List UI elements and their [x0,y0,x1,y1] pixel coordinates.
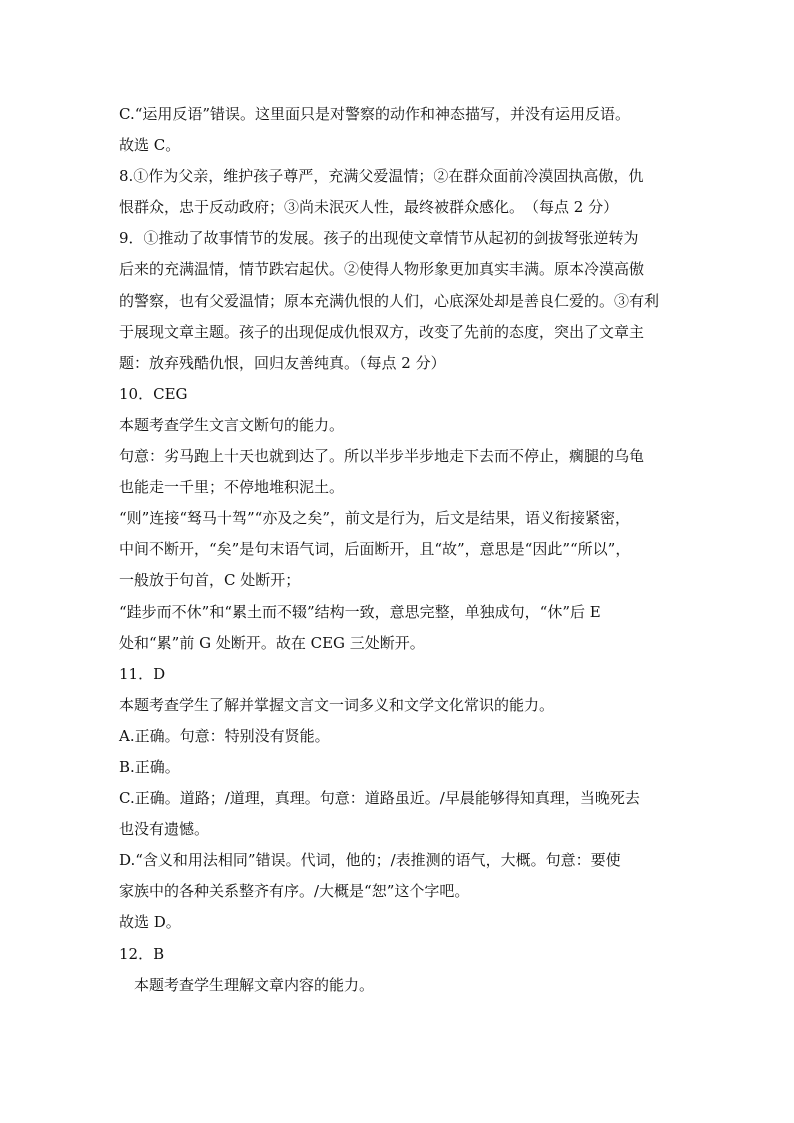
text-line-q11-option-d2: 家族中的各种关系整齐有序。/大概是“恕”这个字吧。 [119,882,470,901]
text-line-q11-conclusion: 故选 D。 [119,913,181,932]
text-line-q8-part2: 恨群众，忠于反动政府；③尚未泯灭人性，最终被群众感化。 （每点 2 分） [119,198,619,217]
text-line-q9-part4: 于展现文章主题。孩子的出现促成仇恨双方，改变了先前的态度，突出了文章主 [119,322,645,341]
text-line-q10-analysis3: 一般放于句首，C 处断开； [119,571,301,590]
text-line-answer-c: 故选 C。 [119,136,181,155]
text-line-q10-analysis1: “则”连接“驽马十驾”“亦及之矣”，前文是行为，后文是结果，语义衔接紧密， [119,509,631,528]
text-line-q12-answer: 12．B [119,944,165,963]
text-line-q9-part5: 题：放弃残酷仇恨，回归友善纯真。（每点 2 分） [119,353,446,372]
text-line-q11-option-c2: 也没有遗憾。 [119,820,210,839]
text-line-q9-part3: 的警察，也有父爱温情；原本充满仇恨的人们，心底深处却是善良仁爱的。③有利 [119,291,660,310]
text-line-q9-part1: 9．①推动了故事情节的发展。孩子的出现使文章情节从起初的剑拔弩张逆转为 [119,229,639,248]
text-line-q10-answer: 10．CEG [119,384,188,403]
text-line-q11-answer: 11．D [119,664,166,683]
text-line-q11-topic: 本题考查学生了解并掌握文言文一词多义和文学文化常识的能力。 [119,695,555,714]
text-line-q10-analysis2: 中间不断开，“矣”是句末语气词，后面断开，且“故”，意思是“因此”“所以”， [119,540,631,559]
text-line-q12-topic: 本题考查学生理解文章内容的能力。 [119,975,375,994]
text-line-q8-part1: 8.①作为父亲，维护孩子尊严，充满父爱温情；②在群众面前冷漠固执高傲，仇 [119,167,644,186]
text-line-q9-part2: 后来的充满温情，情节跌宕起伏。②使得人物形象更加真实丰满。原本冷漠高傲 [119,260,645,279]
text-line-c-option-reason: C.“运用反语”错误。这里面只是对警察的动作和神态描写，并没有运用反语。 [119,105,631,123]
answer-text-body [119,99,679,1001]
text-line-q10-meaning2: 也能走一千里；不停地堆积泥土。 [119,478,345,497]
text-line-q11-option-b: B.正确。 [119,757,180,776]
text-line-q10-analysis4: “跬步而不休”和“累土而不辍”结构一致，意思完整，单独成句，“休”后 E [119,602,601,621]
text-line-q11-option-c1: C.正确。道路；/道理，真理。句意：道路虽近。/早晨能够得知真理，当晚死去 [119,789,640,808]
text-line-q10-analysis5: 处和“累”前 G 处断开。故在 CEG 三处断开。 [119,633,425,652]
text-line-q11-option-d1: D.“含义和用法相同”错误。代词，他的；/表推测的语气，大概。句意：要使 [119,851,621,870]
text-line-q11-option-a: A.正确。句意：特别没有贤能。 [119,726,330,745]
text-line-q10-topic: 本题考查学生文言文断句的能力。 [119,415,345,434]
text-line-q10-meaning1: 句意：劣马跑上十天也就到达了。所以半步半步地走下去而不停止，瘸腿的乌龟 [119,447,645,466]
